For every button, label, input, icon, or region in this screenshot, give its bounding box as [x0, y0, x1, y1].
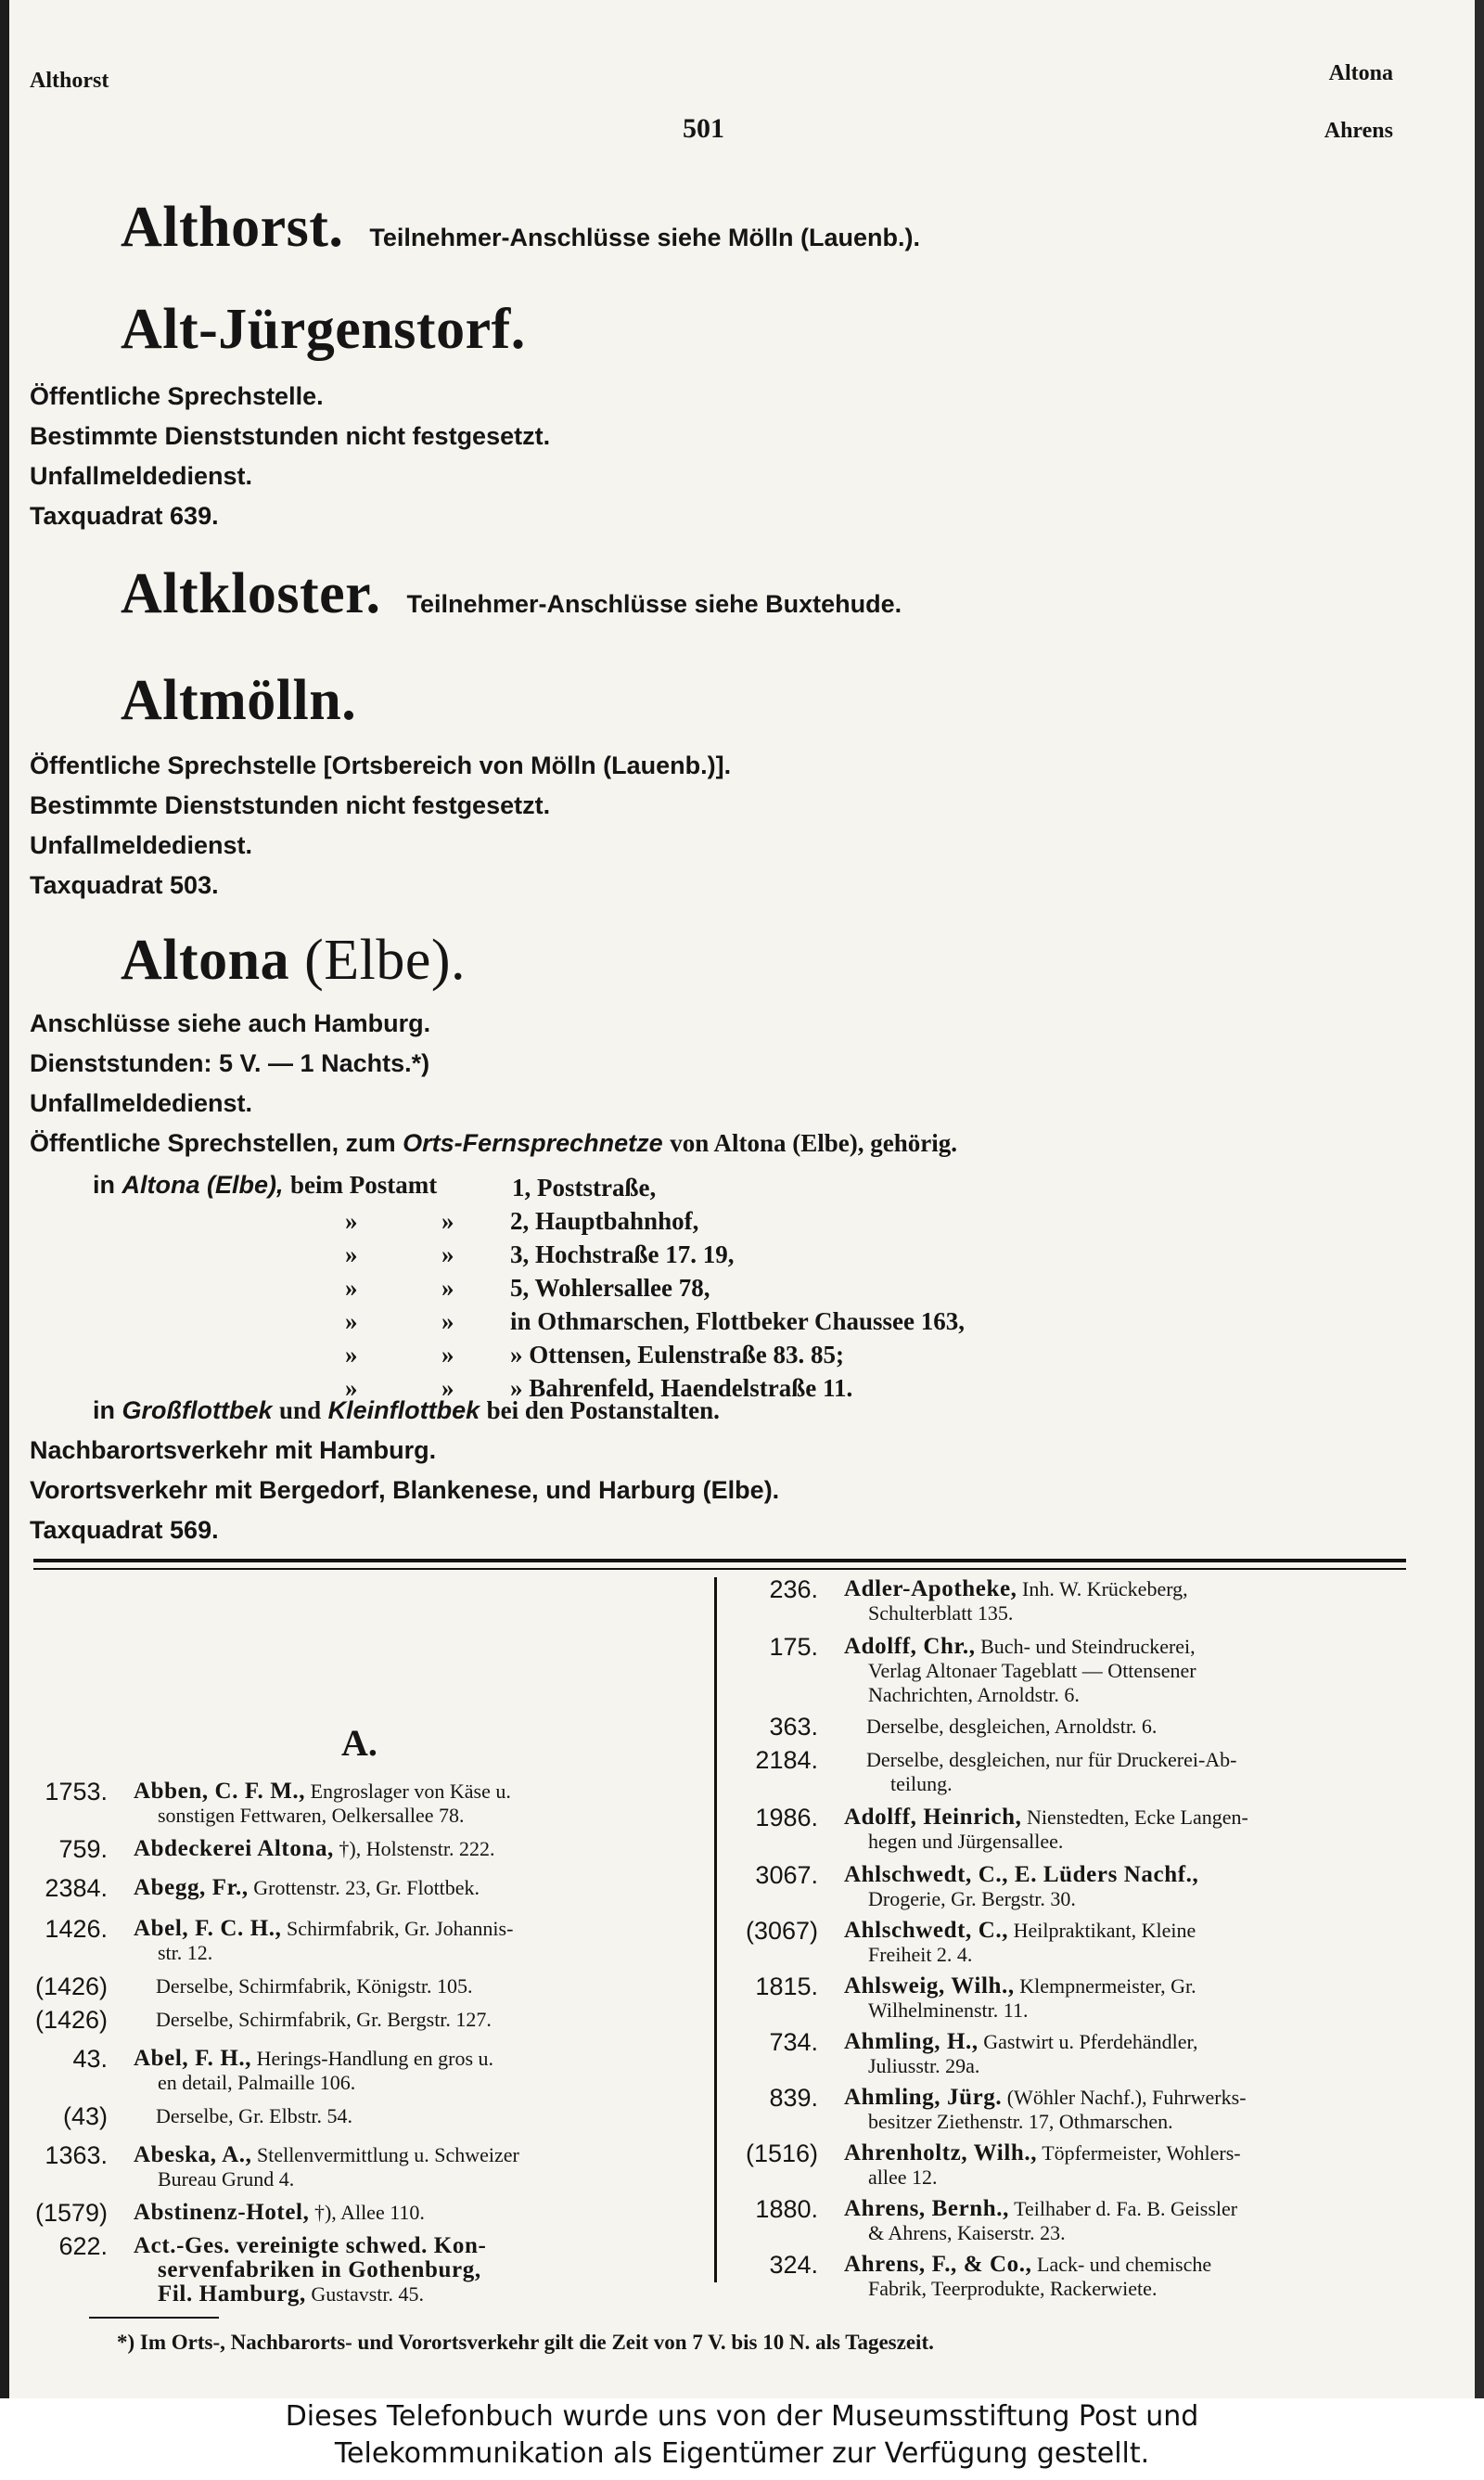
subscriber-name: Abdeckerei Altona, — [134, 1836, 334, 1861]
info-line: Dienststunden: 5 V. — 1 Nachts.*) — [30, 1049, 430, 1077]
page-number: 501 — [683, 113, 724, 144]
heading-altkloster — [121, 561, 902, 627]
subscriber-name: Ahmling, Jürg. — [844, 2085, 1003, 2110]
banner-line: Dieses Telefonbuch wurde uns von der Museumsstiftung Post und — [285, 2400, 1199, 2433]
section-letter: A. — [341, 1722, 377, 1764]
subscriber-name: Adolff, Heinrich, — [844, 1805, 1022, 1830]
running-head-left: Althorst — [30, 69, 109, 93]
subscriber-name: Ahrens, F., & Co., — [844, 2252, 1032, 2277]
info-line: Bestimmte Dienststunden nicht festgesetzt. — [30, 422, 551, 450]
directory-page: Althorst Altona Ahrens 501 Althorst. Teilnehmer-Anschlüsse siehe Mölln (Lauenb.). Alt-Jürgenstorf. Öffentliche Sprechstelle. Bestimmte Dienststunden nicht festgesetzt. Unfallmeldedienst. Taxquadrat 639. Altkloster. Teilnehmer-Anschlüsse siehe Buxtehude. Altmölln. Öffentliche Sprechstelle [Ortsbereich von Mölln (Lauenb.)]. Bestimmte Dienststunden nicht festgesetzt. Unfallmeldedienst. Taxquadrat 503. Altona (Elbe). Anschlüsse siehe auch Hamburg. Dienststunden: 5 V. — 1 Nachts.*) Unfallmeldedienst. Öffentliche Sprechstellen, zum Orts-Fernsprechnetze von Altona (Elbe), gehörig. in Altona (Elbe), beim Postamt 1, Poststraße, » » 2, Hauptbahnhof, » » 3, Hochstraße 17. 19, » » 5, Wohlersallee 78, » » in Othmarschen, Flottbeker Chaussee 163, » » » Ottensen, Eulenstraße 83. 85; » » » Bahrenfeld, Haendelstraße 11. in Großflottbek und Kleinflottbek bei den Postanstalten. Nachbarortsverkehr mit Hamburg. Vorortsverkehr mit Bergedorf, Blankenese, und Harburg (Elbe). Taxquadrat 569. A. 1753. Abben, C. F. M., Engroslager von Käse u. sonstigen Fettwaren, Oelkersallee 78. 759. Abdeckerei Altona, †), Holstenstr. 222. 2384. Abegg, Fr., Grottenstr. 23, Gr. Flottbek. 1426. Abel, F. C. H., Schirmfabrik, Gr. Johannis- str. 12. (1426) Derselbe, Schirmfabrik, Königstr. 105. (1426) Derselbe, Schirmfabrik, Gr. Bergstr. 127. 43. Abel, F. H., Herings-Handlung en gros u. en detail, Palmaille 106. (43) Derselbe, Gr. Elbstr. 54. 1363. Abeska, A., Stellenvermittlung u. Schweizer Bureau Grund 4. (1579) Abstinenz-Hotel, †), Allee 110. 622. Act.-Ges. vereinigte schwed. Kon- servenfabriken in Gothenburg, Fil. Hamburg, Gustavstr. 45. 236. Adler-Apotheke, Inh. W. Krückeberg, Schulterblatt 135. 175. Adolff, Chr., Buch- und Steindruckerei, Verlag Altonaer Tageblatt — Ottensener Nachrichten, Arnoldstr. 6. 363. Derselbe, desgleichen, Arnoldstr. 6. 2184. Derselbe, desgleichen, nur für Druckerei-Ab- teilung. 1986. Adolff, Heinrich, Nienstedten, Ecke Langen- hegen und Jürgensallee. 3067. Ahlschwedt, C., E. Lüders Nachf., Drogerie, Gr. Bergstr. 30. (3067) Ahlschwedt, C., Heilpraktikant, Kleine Freiheit 2. 4. 1815. Ahlsweig, Wilh., Klempnermeister, Gr. Wilhelminenstr. 11. 734. Ahmling, H., Gastwirt u. Pferdehändler, Juliusstr. 29a. 839. Ahmling, Jürg. (Wöhler Nachf.), Fuhrwerks- besitzer Ziethenstr. 17, Othmarschen. (1516) Ahrenholtz, Wilh., Töpfermeister, Wohlers- allee 12. 1880. Ahrens, Bernh., Teilhaber d. Fa. B. Geissler & Ahrens, Kaiserstr. 23. 324. Ahrens, F., & Co., Lack- und chemische Fabrik, Teerprodukte, Rackerwiete. *) Im Orts-, Nachbarorts- und Vorortsverkehr gilt die Zeit von 7 V. bis 10 N. als Tageszeit. — [0, 0, 1484, 2398]
phone-number: 1986. — [755, 1804, 818, 1831]
phone-number: 363. — [769, 1713, 818, 1741]
info-line: Bestimmte Dienststunden nicht festgesetzt. — [30, 791, 551, 819]
place-suffix: (Elbe). — [304, 929, 467, 992]
info-line: Nachbarortsverkehr mit Hamburg. — [30, 1436, 437, 1464]
info-line: Öffentliche Sprechstelle. — [30, 382, 324, 410]
subscriber-name: Ahrens, Bernh., — [844, 2196, 1010, 2221]
subscriber-name: Ahrenholtz, Wilh., — [844, 2140, 1038, 2165]
phone-number: (1579) — [34, 2199, 108, 2227]
subscriber-name: Adler-Apotheke, — [844, 1576, 1017, 1601]
scan-edge-left — [0, 0, 9, 2398]
subscriber-name: Ahlschwedt, C., E. Lüders Nachf., — [844, 1862, 1199, 1887]
provenance-banner — [0, 2398, 1484, 2480]
info-line: Vorortsverkehr mit Bergedorf, Blankenese, und Harburg (Elbe). — [30, 1476, 780, 1504]
subscriber-name: Ahlschwedt, C., — [844, 1918, 1009, 1943]
phone-number: 2384. — [45, 1874, 108, 1902]
heading-altona — [121, 928, 466, 994]
running-head-right-bottom: Ahrens — [1324, 119, 1393, 143]
place-note: Teilnehmer-Anschlüsse siehe Buxtehude. — [406, 590, 902, 618]
info-line: Öffentliche Sprechstelle [Ortsbereich von Mölln (Lauenb.)]. — [30, 752, 732, 779]
phone-number: 175. — [769, 1633, 818, 1661]
subscriber-name: Abeska, A., — [134, 2142, 252, 2167]
info-line: Taxquadrat 503. — [30, 871, 219, 899]
phone-number: (43) — [62, 2102, 108, 2130]
info-line-flottbek: in Großflottbek und Kleinflottbek bei den Postanstalten. — [93, 1396, 720, 1424]
info-line: Unfallmeldedienst. — [30, 831, 253, 859]
subscriber-name: Ahmling, H., — [844, 2029, 979, 2054]
banner-line: Telekommunikation als Eigentümer zur Verfügung gestellt. — [334, 2437, 1150, 2470]
column-divider — [714, 1577, 717, 2282]
footnote-rule — [89, 2317, 219, 2319]
place-name: Altona — [121, 929, 290, 992]
info-line: Taxquadrat 569. — [30, 1516, 219, 1544]
phone-number: (1426) — [34, 2006, 108, 2034]
subscriber-name: Ahlsweig, Wilh., — [844, 1973, 1015, 1998]
phone-number: 1426. — [45, 1915, 108, 1943]
subscriber-name: Abel, F. H., — [134, 2046, 252, 2071]
info-line: Taxquadrat 639. — [30, 502, 219, 530]
heading-altmoelln: Altmölln. — [121, 669, 357, 732]
phone-number: 1363. — [45, 2141, 108, 2169]
info-line-sprechstellen: Öffentliche Sprechstellen, zum Orts-Fernsprechnetze von Altona (Elbe), gehörig. — [30, 1129, 957, 1157]
phone-number: 43. — [72, 2045, 108, 2073]
section-rule — [33, 1559, 1406, 1562]
place-name: Altkloster. — [121, 562, 381, 625]
section-rule-thin — [33, 1568, 1406, 1570]
subscriber-name: Abben, C. F. M., — [134, 1779, 306, 1804]
heading-alt-juergenstorf: Alt-Jürgenstorf. — [121, 298, 526, 361]
subscriber-name: Abegg, Fr., — [134, 1875, 249, 1900]
running-head-right-top: Altona — [1328, 61, 1393, 85]
phone-number: 839. — [769, 2084, 818, 2112]
info-line: Unfallmeldedienst. — [30, 1089, 253, 1117]
subscriber-name: Act.-Ges. vereinigte schwed. Kon- — [134, 2233, 487, 2258]
phone-number: (3067) — [745, 1917, 818, 1945]
info-line: Unfallmeldedienst. — [30, 462, 253, 490]
info-line: Anschlüsse siehe auch Hamburg. — [30, 1009, 431, 1037]
place-name: Althorst. — [121, 196, 344, 259]
phone-number: 324. — [769, 2251, 818, 2279]
phone-number: 1880. — [755, 2195, 818, 2223]
scan-edge-right — [1475, 0, 1484, 2398]
subscriber-name: Abstinenz-Hotel, — [134, 2200, 310, 2225]
phone-number: 1753. — [45, 1778, 108, 1805]
phone-number: (1516) — [745, 2139, 818, 2167]
phone-number: 759. — [58, 1835, 108, 1863]
phone-number: 236. — [769, 1575, 818, 1603]
phone-number: 3067. — [755, 1861, 818, 1889]
subscriber-name: Adolff, Chr., — [844, 1634, 976, 1659]
phone-number: 1815. — [755, 1972, 818, 2000]
phone-number: 734. — [769, 2028, 818, 2056]
heading-althorst — [121, 195, 920, 261]
phone-number: 622. — [58, 2232, 108, 2260]
phone-number: 2184. — [755, 1746, 818, 1774]
info-line-postamt: in Altona (Elbe), beim Postamt — [93, 1171, 438, 1199]
footnote: *) Im Orts-, Nachbarorts- und Vorortsverkehr gilt die Zeit von 7 V. bis 10 N. als Tageszeit. — [117, 2331, 934, 2354]
place-note: Teilnehmer-Anschlüsse siehe Mölln (Lauenb.). — [369, 224, 921, 251]
phone-number: (1426) — [34, 1972, 108, 2000]
subscriber-name: Abel, F. C. H., — [134, 1916, 282, 1941]
